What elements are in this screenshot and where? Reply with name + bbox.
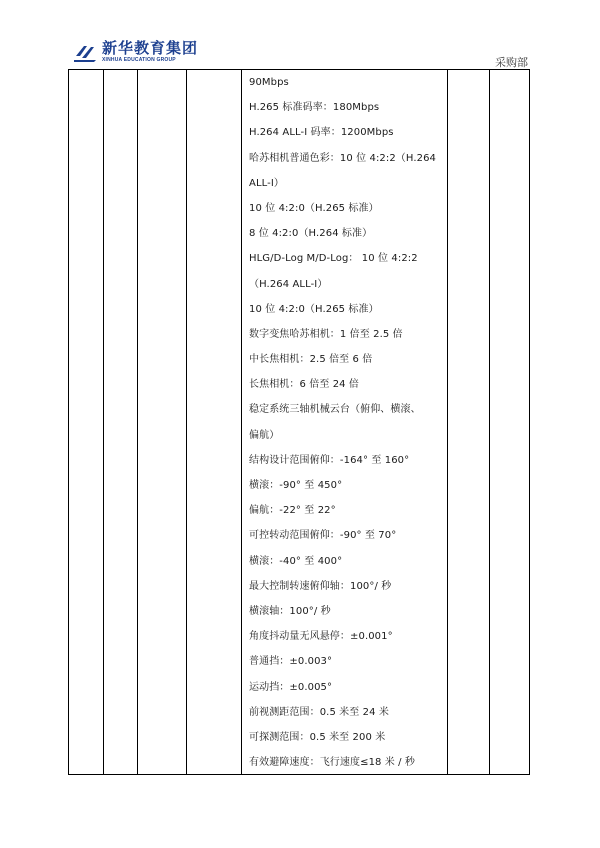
spec-line: 偏航：-22° 至 22° (249, 505, 336, 517)
spec-line: 稳定系统三轴机械云台（俯仰、横滚、 (249, 404, 421, 416)
spec-line: 可探测范围：0.5 米至 200 米 (249, 731, 386, 743)
spec-line: 横滚轴：100°/ 秒 (249, 605, 331, 617)
spec-line: 前视测距范围：0.5 米至 24 米 (249, 706, 389, 718)
spec-line: 10 位 4:2:0（H.265 标准） (249, 202, 379, 214)
spec-line: 中长焦相机：2.5 倍至 6 倍 (249, 354, 373, 366)
spec-line: 90Mbps (249, 77, 289, 88)
spec-lines (249, 70, 449, 775)
company-logo (74, 40, 214, 66)
spec-line: 横滚：-90° 至 450° (249, 480, 343, 491)
table-column-divider (241, 70, 242, 774)
table-column-divider (137, 70, 138, 774)
spec-line: HLG/D-Log M/D-Log： 10 位 4:2:2 (249, 253, 418, 265)
table-column-divider (186, 70, 187, 774)
spec-line: 角度抖动量无风悬停：±0.001° (249, 631, 393, 643)
spec-line: 运动挡：±0.005° (249, 681, 333, 693)
spec-line: H.265 标准码率：180Mbps (249, 102, 380, 114)
spec-line: 10 位 4:2:0（H.265 标准） (249, 303, 379, 315)
spec-line: 数字变焦哈苏相机：1 倍至 2.5 倍 (249, 328, 403, 340)
table-column-divider (103, 70, 104, 774)
spec-line: 有效避障速度：飞行速度≤18 米 / 秒 (249, 757, 416, 769)
spec-line: 哈苏相机普通色彩：10 位 4:2:2（H.264 (249, 152, 437, 164)
spec-line: H.264 ALL-I 码率：1200Mbps (249, 127, 394, 139)
department-label: 采购部 (495, 56, 528, 69)
spec-line: 8 位 4:2:0（H.264 标准） (249, 228, 373, 240)
spec-line: 可控转动范围俯仰：-90° 至 70° (249, 530, 397, 542)
spec-line: 普通挡：±0.003° (249, 656, 333, 668)
spec-line: 最大控制转速俯仰轴：100°/ 秒 (249, 580, 392, 592)
spec-line: ALL-I） (249, 177, 284, 189)
spec-line: 长焦相机：6 倍至 24 倍 (249, 379, 360, 391)
logo-chinese-name: 新华教育集团 (102, 39, 199, 57)
spec-line: 横滚：-40° 至 400° (249, 555, 343, 567)
spec-table (68, 70, 530, 775)
logo-mark-icon (74, 42, 98, 62)
spec-line: 偏航） (249, 429, 280, 441)
logo-english-name: XINHUA EDUCATION GROUP (102, 57, 176, 63)
spec-line: 结构设计范围俯仰：-164° 至 160° (249, 454, 410, 466)
table-column-divider (489, 70, 490, 774)
spec-line: （H.264 ALL-I） (249, 278, 328, 290)
page-header (68, 40, 530, 70)
